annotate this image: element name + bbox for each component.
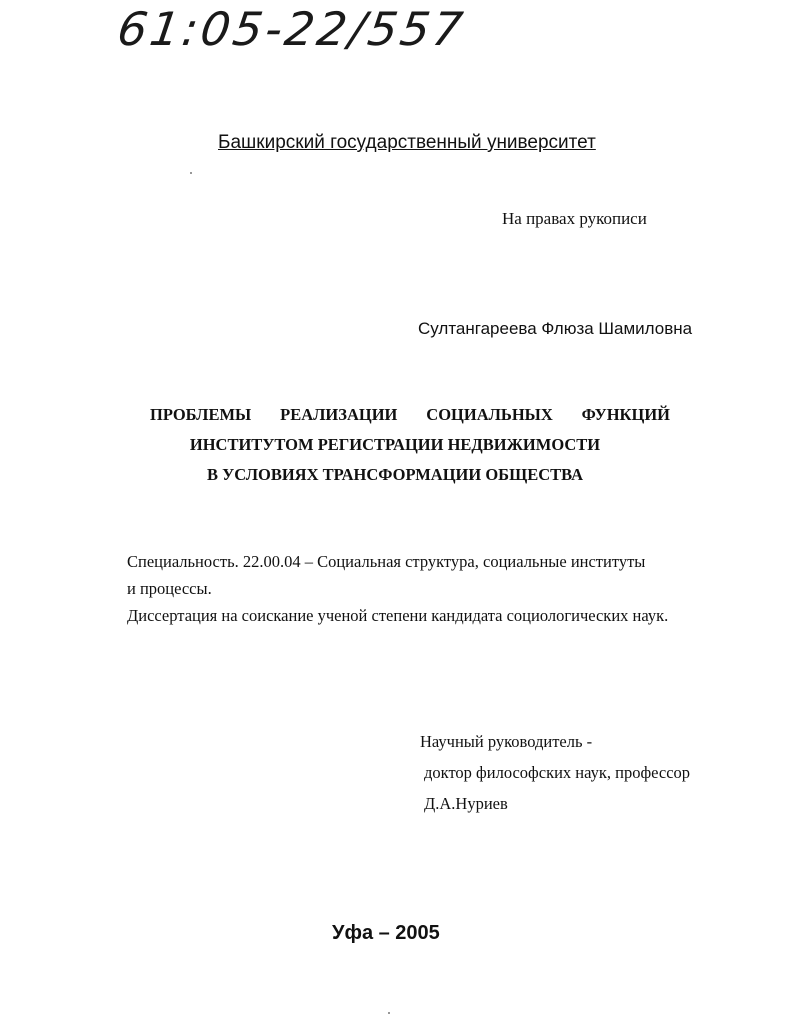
- city-year: Уфа – 2005: [332, 922, 440, 944]
- degree-line: Диссертация на соискание ученой степени кандидата социологических наук.: [127, 606, 669, 625]
- title-line-2: ИНСТИТУТОМ РЕГИСТРАЦИИ НЕДВИЖИМОСТИ: [189, 435, 601, 454]
- specialty-line-2: и процессы.: [127, 579, 212, 598]
- scan-speck: [388, 1012, 390, 1014]
- advisor-degree: доктор философских наук, профессор: [424, 763, 691, 782]
- title-line-3: В УСЛОВИЯХ ТРАНСФОРМАЦИИ ОБЩЕСТВА: [206, 465, 584, 484]
- university-name: Башкирский государственный университет: [218, 132, 596, 153]
- specialty-line-1: Специальность. 22.00.04 – Социальная структура, социальные институты: [127, 552, 646, 571]
- manuscript-rights-note: На правах рукописи: [502, 209, 647, 228]
- title-line-1: ПРОБЛЕМЫ РЕАЛИЗАЦИИ СОЦИАЛЬНЫХ ФУНКЦИЙ: [150, 405, 670, 424]
- advisor-label: Научный руководитель -: [420, 732, 593, 751]
- advisor-name: Д.А.Нуриев: [424, 794, 508, 813]
- advisor-block: [420, 726, 690, 819]
- author-name: Султангареева Флюза Шамиловна: [418, 319, 693, 338]
- dissertation-title: [150, 400, 670, 490]
- specialty-block: [127, 548, 697, 629]
- scan-speck: [190, 172, 192, 174]
- archive-stamp: 61:05-22/557: [114, 2, 469, 56]
